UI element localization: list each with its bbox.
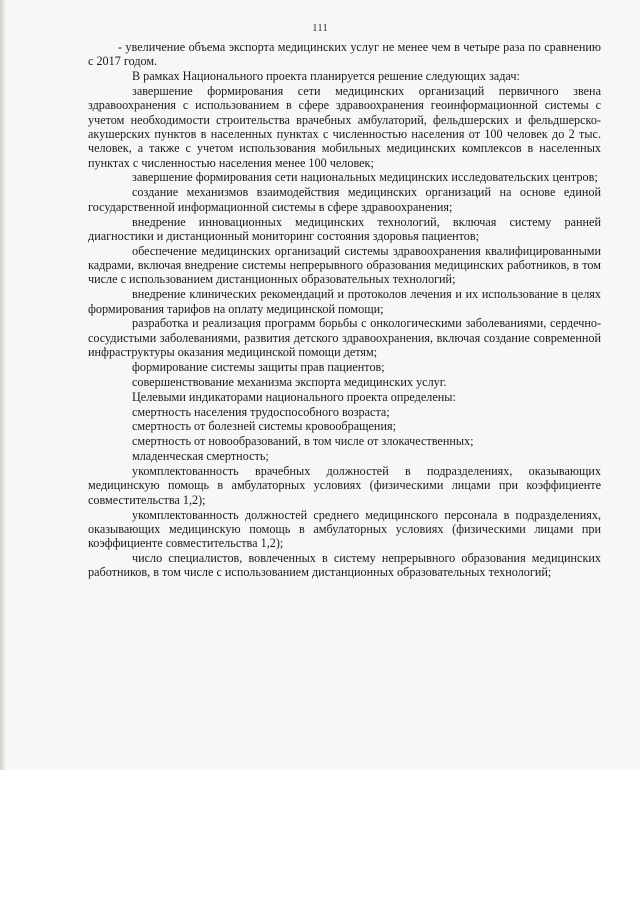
list-item: внедрение инновационных медицинских технологий, включая систему ранней диагностики и дистанционный мониторинг состояния здоровья пациентов;	[88, 214, 601, 243]
paragraph: Целевыми индикаторами национального проекта определены:	[132, 389, 456, 404]
list-item: младенческая смертность;	[132, 449, 269, 464]
list-item: число специалистов, вовлеченных в систему непрерывного образования медицинских работников, в том числе с использованием дистанционных образовательных технологий;	[88, 551, 601, 580]
list-item: обеспечение медицинских организаций системы здравоохранения квалифицированными кадрами, включая внедрение системы непрерывного образования медицинских работников, в том числе с использованием дистанционных образовательных технологий;	[88, 243, 601, 287]
list-item: смертность от новообразований, в том числе от злокачественных;	[132, 434, 474, 449]
list-item: смертность от болезней системы кровообращения;	[132, 419, 396, 434]
page-number: 111	[312, 22, 328, 34]
list-item: укомплектованность врачебных должностей в подразделениях, оказывающих медицинскую помощь в амбулаторных условиях (физическими лицами при коэффициенте совместительства 1,2);	[88, 464, 601, 507]
list-item: укомплектованность должностей среднего медицинского персонала в подразделениях, оказывающих медицинскую помощь в амбулаторных условиях (физическими лицами при коэффициенте совместительства 1,2);	[88, 507, 601, 551]
list-item: разработка и реализация программ борьбы с онкологическими заболеваниями, сердечно-сосудистыми заболеваниями, развития детского здравоохранения, включая создание современной инфраструктуры оказания медицинской помощи детям;	[88, 316, 601, 359]
list-item: завершение формирования сети национальных медицинских исследовательских центров;	[132, 170, 598, 185]
blank-background	[0, 770, 640, 905]
list-item: совершенствование механизма экспорта медицинских услуг.	[132, 374, 447, 389]
list-item: формирование системы защиты прав пациентов;	[132, 359, 385, 374]
paragraph: - увеличение объема экспорта медицинских услуг не менее чем в четыре раза по сравнению с 2017 годом.	[88, 40, 601, 69]
list-item: смертность населения трудоспособного возраста;	[132, 404, 390, 419]
document-body	[88, 40, 601, 580]
list-item: завершение формирования сети медицинских организаций первичного звена здравоохранения с использованием в сфере здравоохранения геоинформационной системы с учетом необходимости строительства врачебных амбулаторий, фельдшерских и фельдшерско-акушерских пунктов в населенных пунктах с численностью населения от 100 человек до 2 тыс. человек, а также с учетом использования мобильных медицинских комплексов в населенных пунктах с численностью населения менее 100 человек;	[88, 84, 601, 170]
page-edge-shadow	[0, 0, 6, 770]
list-item: внедрение клинических рекомендаций и протоколов лечения и их использование в целях формирования тарифов на оплату медицинской помощи;	[88, 287, 601, 316]
list-item: создание механизмов взаимодействия медицинских организаций на основе единой государственной информационной системы в сфере здравоохранения;	[88, 185, 601, 214]
paragraph: В рамках Национального проекта планируется решение следующих задач:	[132, 69, 520, 84]
